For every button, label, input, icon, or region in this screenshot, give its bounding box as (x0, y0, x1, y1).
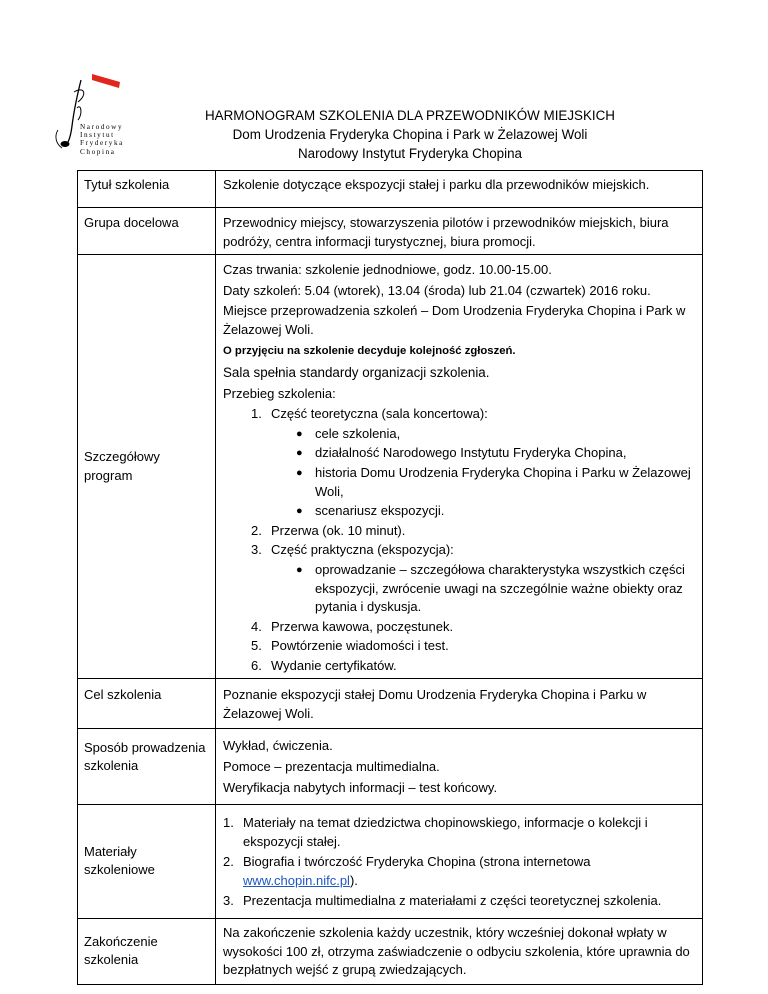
list-item: ● cele szkolenia, (315, 425, 696, 444)
method-line: Wykład, ćwiczenia. (223, 737, 333, 753)
list-item: 3. Prezentacja multimedialna z materiałami z części teoretycznej szkolenia. (223, 893, 662, 909)
row-value: Szkolenie dotyczące ekspozycji stałej i parku dla przewodników miejskich. (216, 171, 703, 208)
program-place: Miejsce przeprowadzenia szkoleń – Dom Urodzenia Fryderyka Chopina i Park w Żelazowej Woli. (223, 303, 686, 337)
document-organizer: Narodowy Instytut Fryderyka Chopina (297, 146, 523, 161)
institute-logo (44, 68, 154, 164)
list-item: ● działalność Narodowego Instytutu Fryderyka Chopina, (315, 444, 696, 463)
row-label: Grupa docelowa (78, 208, 216, 255)
chopin-website-link[interactable]: www.chopin.nifc.pl (243, 872, 350, 888)
program-room: Sala spełnia standardy organizacji szkolenia. (223, 364, 490, 380)
list-item: 1. Część teoretyczna (sala koncertowa): ● cele szkolenia, ● działalność Narodowego Instytutu Fryderyka Chopina, ● historia Domu Urodzenia Fryderyka Chopina i Parku w Żelazowej Woli, ● scenariusz ekspozycji. (271, 405, 696, 521)
materials-list (223, 814, 696, 911)
bullet-icon: ● (296, 427, 303, 440)
logo-line: Chopina (80, 147, 116, 156)
table-row (78, 804, 703, 918)
row-value: Na zakończenie szkolenia każdy uczestnik, który wcześniej dokonał wpłaty w wysokości 100 zł, otrzyma zaświadczenie o odbyciu szkolenia, które uprawnia do bezpłatnych wejść z grupą zwiedzających. (216, 918, 703, 984)
step-bullets (271, 425, 696, 521)
table-row (78, 679, 703, 728)
row-label: Sposób prowadzenia szkolenia (78, 728, 216, 804)
logo-line: Fryderyka (80, 139, 124, 148)
list-item: ● oprowadzanie – szczegółowa charakterystyka wszystkich części ekspozycji, zwrócenie uwagi na szczególnie ważne obiekty oraz pytania i dyskusja. (296, 561, 685, 615)
table-row (78, 171, 703, 208)
bullet-icon: ● (296, 447, 303, 460)
table-row (78, 728, 703, 804)
list-item: ● historia Domu Urodzenia Fryderyka Chopina i Parku w Żelazowej Woli, (296, 464, 691, 499)
step-bullets (271, 561, 696, 617)
method-line: Pomoce – prezentacja multimedialna. (223, 758, 440, 774)
table-row (78, 208, 703, 255)
logo-line: Instytut (80, 131, 115, 140)
bullet-icon: ● (296, 466, 303, 479)
row-label: Cel szkolenia (78, 679, 216, 728)
list-item: 5. Powtórzenie wiadomości i test. (251, 638, 449, 654)
list-item: 6. Wydanie certyfikatów. (251, 657, 397, 673)
row-label: Zakończenie szkolenia (78, 918, 216, 984)
row-value: Poznanie ekspozycji stałej Domu Urodzenia Fryderyka Chopina i Parku w Żelazowej Woli. (216, 679, 703, 728)
program-duration: Czas trwania: szkolenie jednodniowe, godz. 10.00-15.00. (223, 262, 552, 277)
logo-line: Narodowy (80, 123, 124, 131)
program-course-label: Przebieg szkolenia: (223, 385, 336, 401)
row-label: Tytuł szkolenia (78, 171, 216, 208)
document-subtitle: Dom Urodzenia Fryderyka Chopina i Park w Żelazowej Woli (232, 127, 588, 142)
row-label: Szczegółowy program (78, 255, 216, 679)
program-details (216, 255, 703, 679)
list-item: 4. Przerwa kawowa, poczęstunek. (251, 618, 454, 634)
document-heading (150, 106, 670, 163)
list-item: 1. Materiały na temat dziedzictwa chopinowskiego, informacje o kolekcji i ekspozycji stałej. (223, 814, 648, 849)
list-item: 2. Przerwa (ok. 10 minut). (251, 522, 406, 538)
row-value (216, 804, 703, 918)
list-item: 2. Biografia i twórczość Fryderyka Chopina (strona internetowa www.chopin.nifc.pl). (223, 854, 591, 888)
table-row (78, 255, 703, 679)
list-item: ● scenariusz ekspozycji. (315, 502, 696, 521)
row-value: Przewodnicy miejscy, stowarzyszenia pilotów i przewodników miejskich, biura podróży, centra informacji turystycznej, biura promocji. (216, 208, 703, 255)
bullet-icon: ● (296, 563, 303, 576)
document-title: HARMONOGRAM SZKOLENIA DLA PRZEWODNIKÓW MIEJSKICH (205, 108, 615, 123)
method-line: Weryfikacja nabytych informacji – test końcowy. (223, 779, 498, 795)
list-item: 3. Część praktyczna (ekspozycja): ● oprowadzanie – szczegółowa charakterystyka wszystkich części ekspozycji, zwrócenie uwagi na szczególnie ważne obiekty oraz pytania i dyskusja. (271, 541, 696, 616)
program-steps (223, 405, 696, 675)
row-label: Materiały szkoleniowe (78, 804, 216, 918)
program-order-note: O przyjęciu na szkolenie decyduje kolejność zgłoszeń. (223, 345, 516, 358)
table-row (78, 918, 703, 984)
row-value (216, 728, 703, 804)
bullet-icon: ● (296, 505, 303, 518)
program-dates: Daty szkoleń: 5.04 (wtorek), 13.04 (środa) lub 21.04 (czwartek) 2016 roku. (223, 282, 651, 298)
training-schedule-table (77, 170, 703, 985)
